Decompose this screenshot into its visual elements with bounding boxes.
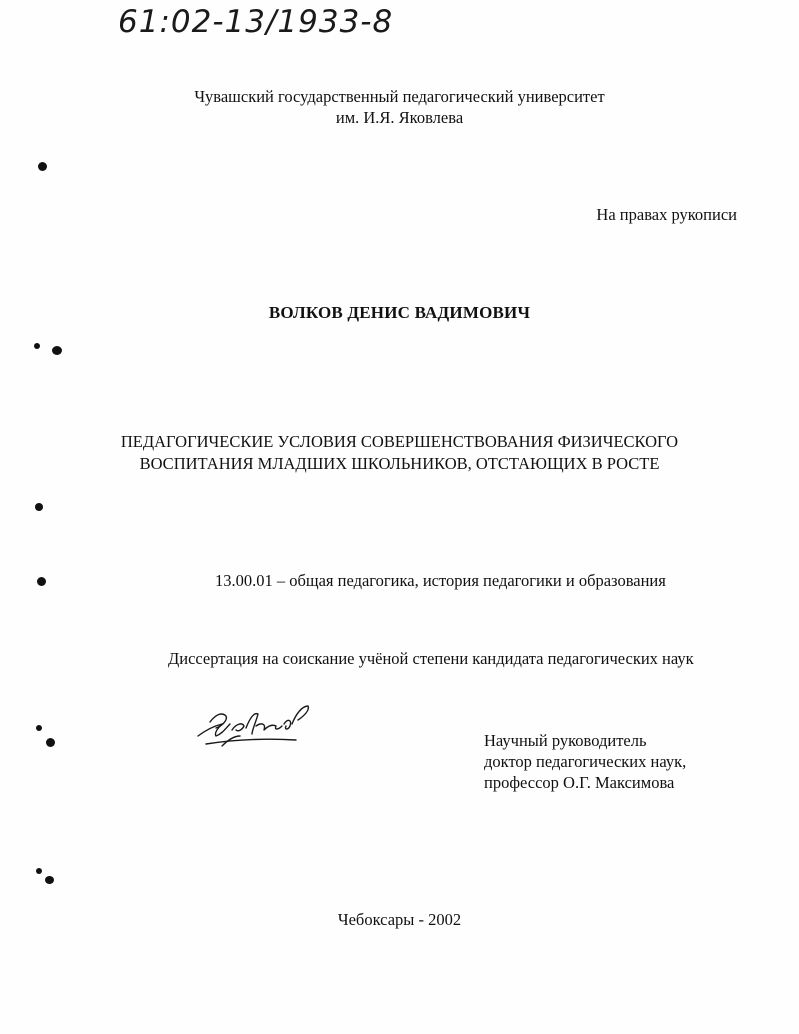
binding-mark bbox=[36, 868, 42, 874]
university-heading bbox=[0, 86, 799, 128]
specialty-code: 13.00.01 – общая педагогика, история педагогики и образования bbox=[215, 571, 666, 590]
signature-drawing bbox=[192, 700, 316, 752]
binding-mark bbox=[34, 343, 40, 349]
binding-mark bbox=[38, 162, 47, 171]
binding-mark bbox=[46, 738, 55, 747]
supervisor-name: профессор О.Г. Максимова bbox=[484, 773, 675, 792]
binding-mark bbox=[35, 503, 43, 511]
title-line-1: ПЕДАГОГИЧЕСКИЕ УСЛОВИЯ СОВЕРШЕНСТВОВАНИЯ ФИЗИЧЕСКОГО bbox=[120, 432, 679, 451]
supervisor-role: Научный руководитель bbox=[484, 731, 647, 750]
university-name: Чувашский государственный педагогический университет bbox=[194, 87, 605, 106]
title-line-2: ВОСПИТАНИЯ МЛАДШИХ ШКОЛЬНИКОВ, ОТСТАЮЩИХ В РОСТЕ bbox=[139, 454, 660, 473]
handwritten-archive-code bbox=[118, 0, 448, 56]
dissertation-title bbox=[0, 431, 799, 475]
manuscript-rights-note: На правах рукописи bbox=[596, 205, 737, 224]
binding-mark bbox=[36, 725, 42, 731]
university-named-after: им. И.Я. Яковлева bbox=[335, 108, 464, 127]
scientific-supervisor bbox=[484, 730, 686, 793]
binding-mark bbox=[52, 346, 62, 355]
degree-statement: Диссертация на соискание учёной степени кандидата педагогических наук bbox=[168, 649, 694, 668]
handwritten-signature bbox=[192, 700, 316, 752]
binding-mark bbox=[37, 577, 46, 586]
supervisor-degree: доктор педагогических наук, bbox=[484, 752, 687, 771]
archive-code-text: 61:02-13/1933-8 bbox=[118, 4, 394, 40]
city-year-text: Чебоксары - 2002 bbox=[337, 910, 462, 929]
city-and-year bbox=[0, 909, 799, 930]
binding-mark bbox=[45, 876, 54, 884]
author-name: ВОЛКОВ ДЕНИС ВАДИМОВИЧ bbox=[268, 303, 531, 322]
